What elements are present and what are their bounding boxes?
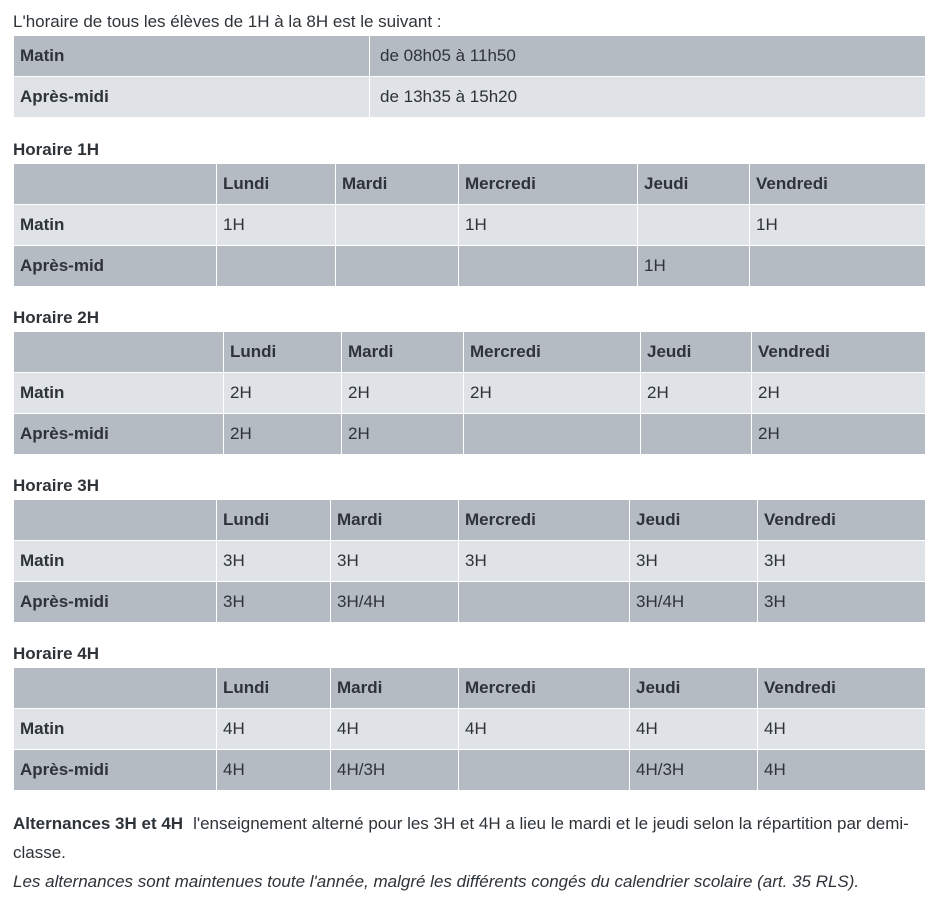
alternances-text: l'enseignement alterné pour les 3H et 4H a lieu le mardi et le jeudi selon la répartition par demi-classe. (13, 814, 909, 862)
schedule-cell: 3H/4H (331, 582, 459, 623)
schedule-cell (459, 582, 630, 623)
schedule-cell: 2H (641, 373, 752, 414)
schedule-cell (217, 246, 336, 287)
general-row-label: Matin (14, 36, 370, 77)
schedule-cell: 3H/4H (630, 582, 758, 623)
schedule-cell: 4H (459, 709, 630, 750)
schedule-cell: 1H (750, 205, 926, 246)
schedule-cell (641, 414, 752, 455)
alternances-note (13, 809, 927, 867)
table-row-afternoon (14, 246, 926, 287)
schedule-cell (459, 750, 630, 791)
schedule-cell: 4H/3H (630, 750, 758, 791)
schedule-cell (336, 205, 459, 246)
row-label: Matin (14, 709, 217, 750)
row-label: Matin (14, 541, 217, 582)
day-header: Mardi (331, 500, 459, 541)
schedule-cell: 1H (638, 246, 750, 287)
row-label: Matin (14, 373, 224, 414)
table-row-afternoon (14, 582, 926, 623)
general-row-value: de 08h05 à 11h50 (370, 36, 926, 77)
schedule-cell: 2H (342, 414, 464, 455)
schedule-cell: 2H (224, 414, 342, 455)
row-label: Matin (14, 205, 217, 246)
schedule-table-3h (13, 499, 926, 623)
table-header-row (14, 668, 926, 709)
alternances-title: Alternances 3H et 4H (13, 814, 184, 833)
schedule-cell: 3H (758, 541, 926, 582)
row-label: Après-midi (14, 750, 217, 791)
day-header: Vendredi (752, 332, 926, 373)
day-header: Mardi (342, 332, 464, 373)
day-header: Lundi (224, 332, 342, 373)
table-row-afternoon (14, 414, 926, 455)
corner-cell (14, 500, 217, 541)
day-header: Mercredi (459, 668, 630, 709)
schedule-title: Horaire 4H (13, 644, 99, 663)
table-row-morning (14, 541, 926, 582)
schedule-cell: 4H (630, 709, 758, 750)
day-header: Vendredi (758, 500, 926, 541)
corner-cell (14, 332, 224, 373)
day-header: Jeudi (641, 332, 752, 373)
schedule-title: Horaire 2H (13, 308, 99, 327)
schedule-cell: 2H (224, 373, 342, 414)
schedule-cell: 2H (752, 373, 926, 414)
table-header-row (14, 332, 926, 373)
day-header: Jeudi (630, 500, 758, 541)
schedule-title: Horaire 1H (13, 140, 99, 159)
schedule-table-4h (13, 667, 926, 791)
day-header: Mardi (331, 668, 459, 709)
schedule-table-2h (13, 331, 926, 455)
corner-cell (14, 668, 217, 709)
schedule-cell: 3H (217, 541, 331, 582)
table-header-row (14, 500, 926, 541)
schedule-cell (336, 246, 459, 287)
day-header: Jeudi (630, 668, 758, 709)
schedule-cell (638, 205, 750, 246)
schedule-cell: 2H (342, 373, 464, 414)
day-header: Lundi (217, 668, 331, 709)
schedule-cell: 4H (758, 750, 926, 791)
table-row-morning (14, 709, 926, 750)
schedule-cell: 2H (464, 373, 641, 414)
schedule-title: Horaire 3H (13, 476, 99, 495)
corner-cell (14, 164, 217, 205)
intro-text: L'horaire de tous les élèves de 1H à la 8H est le suivant : (13, 12, 442, 31)
row-label: Après-midi (14, 414, 224, 455)
schedule-cell: 2H (752, 414, 926, 455)
table-header-row (14, 164, 926, 205)
schedule-cell: 4H (217, 709, 331, 750)
schedule-cell: 1H (217, 205, 336, 246)
general-schedule-table (13, 35, 926, 118)
row-label: Après-mid (14, 246, 217, 287)
schedule-cell: 4H (331, 709, 459, 750)
schedule-cell: 3H (331, 541, 459, 582)
day-header: Vendredi (758, 668, 926, 709)
schedule-cell (459, 246, 638, 287)
day-header: Mercredi (459, 164, 638, 205)
row-label: Après-midi (14, 582, 217, 623)
general-row-afternoon (14, 77, 926, 118)
general-row-morning (14, 36, 926, 77)
schedule-cell: 3H (459, 541, 630, 582)
alternances-italic-note: Les alternances sont maintenues toute l'année, malgré les différents congés du calendrier scolaire (art. 35 RLS). (13, 872, 860, 891)
table-row-afternoon (14, 750, 926, 791)
day-header: Mercredi (459, 500, 630, 541)
general-row-value: de 13h35 à 15h20 (370, 77, 926, 118)
schedule-cell: 4H (217, 750, 331, 791)
schedule-cell (750, 246, 926, 287)
table-row-morning (14, 373, 926, 414)
schedule-cell: 4H (758, 709, 926, 750)
schedule-cell: 1H (459, 205, 638, 246)
day-header: Lundi (217, 164, 336, 205)
day-header: Jeudi (638, 164, 750, 205)
schedule-cell: 3H (758, 582, 926, 623)
day-header: Mercredi (464, 332, 641, 373)
schedule-cell: 4H/3H (331, 750, 459, 791)
schedule-cell: 3H (217, 582, 331, 623)
table-row-morning (14, 205, 926, 246)
general-row-label: Après-midi (14, 77, 370, 118)
day-header: Mardi (336, 164, 459, 205)
schedule-cell: 3H (630, 541, 758, 582)
schedule-cell (464, 414, 641, 455)
day-header: Vendredi (750, 164, 926, 205)
schedule-table-1h (13, 163, 926, 287)
day-header: Lundi (217, 500, 331, 541)
